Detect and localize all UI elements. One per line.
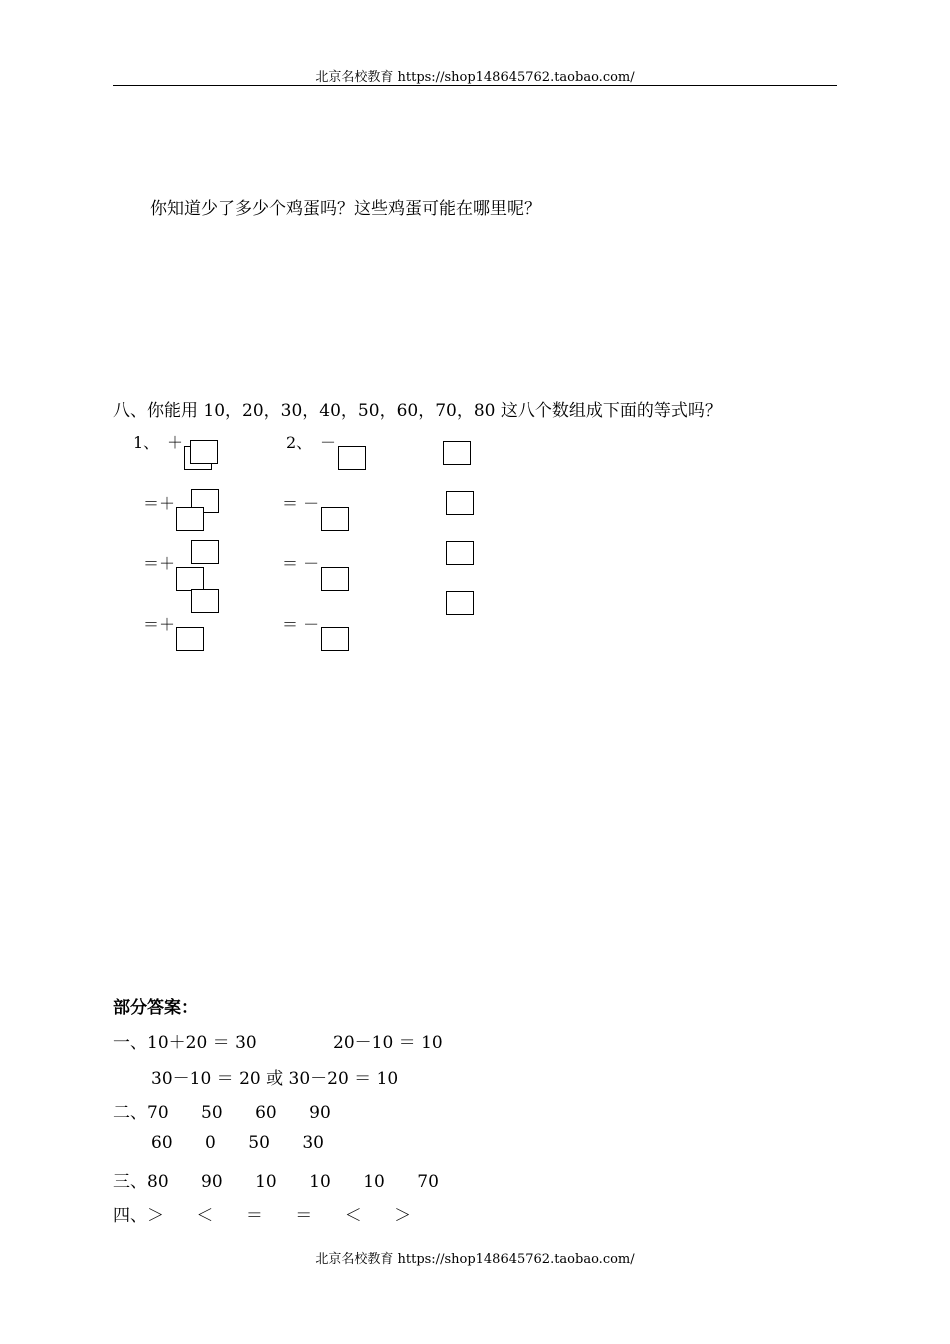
answer-line: 60 0 50 30	[151, 1133, 324, 1153]
answer-line: 30－10 ＝ 20 或 30－20 ＝ 10	[151, 1069, 399, 1089]
group1-label: 1、	[133, 433, 160, 452]
answer-box[interactable]	[176, 567, 204, 591]
section8-title: 八、你能用 10，20，30，40，50，60，70，80 这八个数组成下面的等式吗？	[113, 401, 722, 421]
answer-box[interactable]	[191, 589, 219, 613]
answer-box[interactable]	[321, 627, 349, 651]
answer-line: 一、10＋20 ＝ 30	[113, 1033, 257, 1053]
answer-box[interactable]	[446, 491, 474, 515]
answer-box[interactable]	[443, 441, 471, 465]
answer-box[interactable]	[190, 440, 218, 464]
group2-row3-symbols: ＝ －	[282, 615, 320, 634]
answers-heading: 部分答案：	[113, 998, 198, 1018]
answer-box[interactable]	[321, 567, 349, 591]
group2-label: 2、	[286, 433, 313, 452]
answer-box[interactable]	[176, 507, 204, 531]
page-footer: 北京名校教育 https://shop148645762.taobao.com/	[315, 1252, 635, 1267]
header-divider	[113, 85, 837, 86]
answer-box[interactable]	[446, 541, 474, 565]
group1-row2-symbols: ＝＋	[143, 554, 176, 573]
answer-line: 三、80 90 10 10 10 70	[113, 1172, 439, 1192]
answer-line: 四、＞ ＜ ＝ ＝ ＜ ＞	[113, 1206, 412, 1226]
answer-box[interactable]	[338, 446, 366, 470]
page-header: 北京名校教育 https://shop148645762.taobao.com/	[315, 70, 635, 85]
answer-box[interactable]	[176, 627, 204, 651]
answer-line: 20－10 ＝ 10	[333, 1033, 443, 1053]
group1-row3-symbols: ＝＋	[143, 615, 176, 634]
answer-line: 二、70 50 60 90	[113, 1103, 331, 1123]
answer-box[interactable]	[321, 507, 349, 531]
group2-minus: －	[320, 433, 337, 452]
group2-row2-symbols: ＝ －	[282, 554, 320, 573]
answer-box[interactable]	[191, 540, 219, 564]
group2-row1-symbols: ＝ －	[282, 494, 320, 513]
answer-box[interactable]	[446, 591, 474, 615]
group1-plus: ＋	[167, 433, 184, 452]
egg-question: 你知道少了多少个鸡蛋吗？这些鸡蛋可能在哪里呢？	[150, 199, 541, 219]
group1-row1-symbols: ＝＋	[143, 494, 176, 513]
